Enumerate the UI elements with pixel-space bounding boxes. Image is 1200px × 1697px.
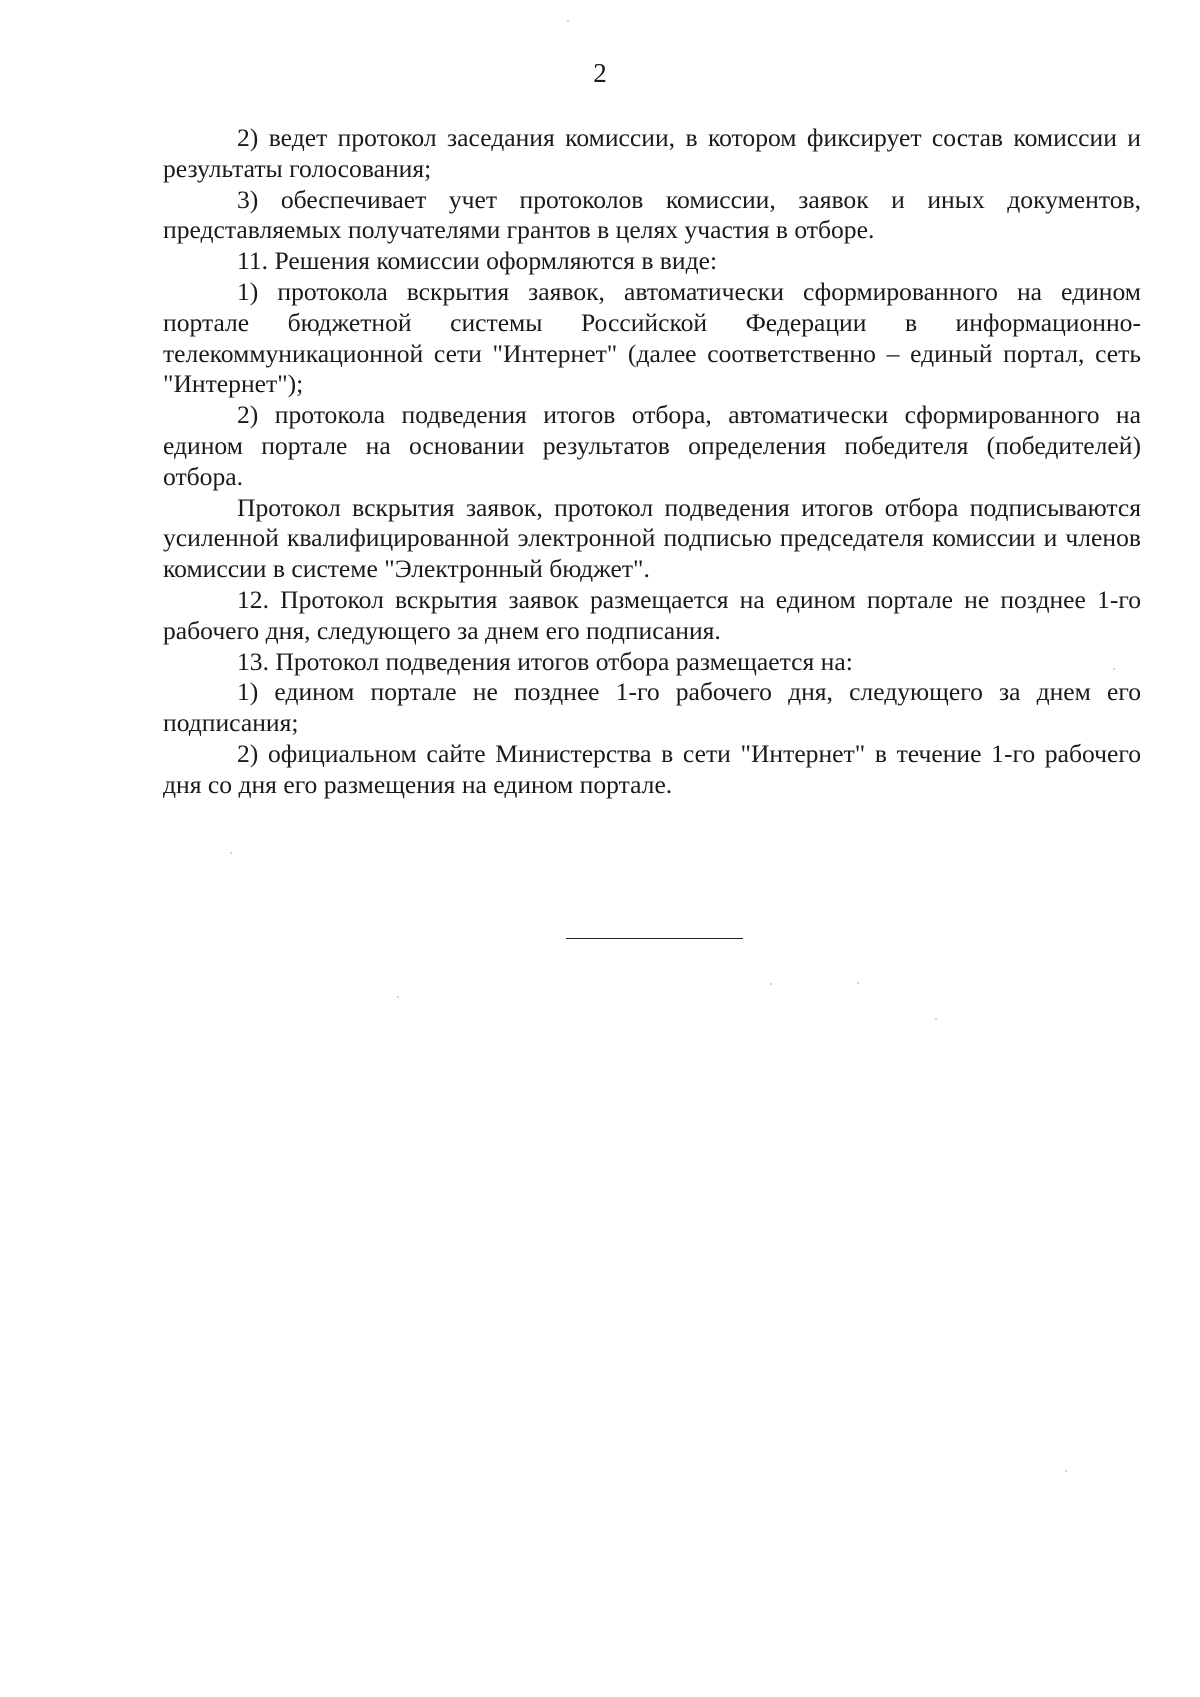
paragraph-signing: Протокол вскрытия заявок, протокол подведения итогов отбора подписываются усиленной квалифицированной электронной подписью председателя комиссии и членов комиссии в системе "Электронный бюджет". [163, 492, 1141, 584]
end-divider-line [566, 938, 743, 939]
paragraph-clause-11-item-1: 1) протокола вскрытия заявок, автоматически сформированного на едином портале бюджетной системы Российской Федерации в информационно-телекоммуникационной сети "Интернет" (далее соответственно – единый портал, сеть "Интернет"); [163, 276, 1141, 399]
scan-speck [1113, 668, 1115, 670]
scan-speck [1065, 1470, 1067, 1472]
paragraph-item-2-duties: 2) ведет протокол заседания комиссии, в котором фиксирует состав комиссии и результаты голосования; [163, 123, 1141, 183]
paragraph-clause-11: 11. Решения комиссии оформляются в виде: [237, 246, 718, 276]
paragraph-item-3-duties: 3) обеспечивает учет протоколов комиссии, заявок и иных документов, представляемых получателями грантов в целях участия в отборе. [163, 184, 1141, 245]
paragraph-clause-11-item-2: 2) протокола подведения итогов отбора, автоматически сформированного на едином портале на основании результатов определения победителя (победителей) отбора. [163, 400, 1141, 491]
scan-speck [770, 983, 772, 985]
paragraph-clause-12: 12. Протокол вскрытия заявок размещается на едином портале не позднее 1-го рабочего дня, следующего за днем его подписания. [163, 584, 1141, 645]
scan-speck [935, 1018, 937, 1020]
paragraph-clause-13: 13. Протокол подведения итогов отбора размещается на: [237, 646, 853, 676]
page-number: 2 [593, 58, 607, 88]
paragraph-clause-13-item-1: 1) едином портале не позднее 1-го рабочего дня, следующего за днем его подписания; [163, 677, 1141, 738]
scan-speck [397, 996, 399, 998]
paragraph-clause-13-item-2: 2) официальном сайте Министерства в сети "Интернет" в течение 1-го рабочего дня со дня его размещения на едином портале. [163, 738, 1141, 799]
scan-speck [230, 852, 232, 854]
document-body [163, 123, 1141, 801]
scan-speck [857, 982, 859, 984]
scan-speck [567, 20, 569, 22]
